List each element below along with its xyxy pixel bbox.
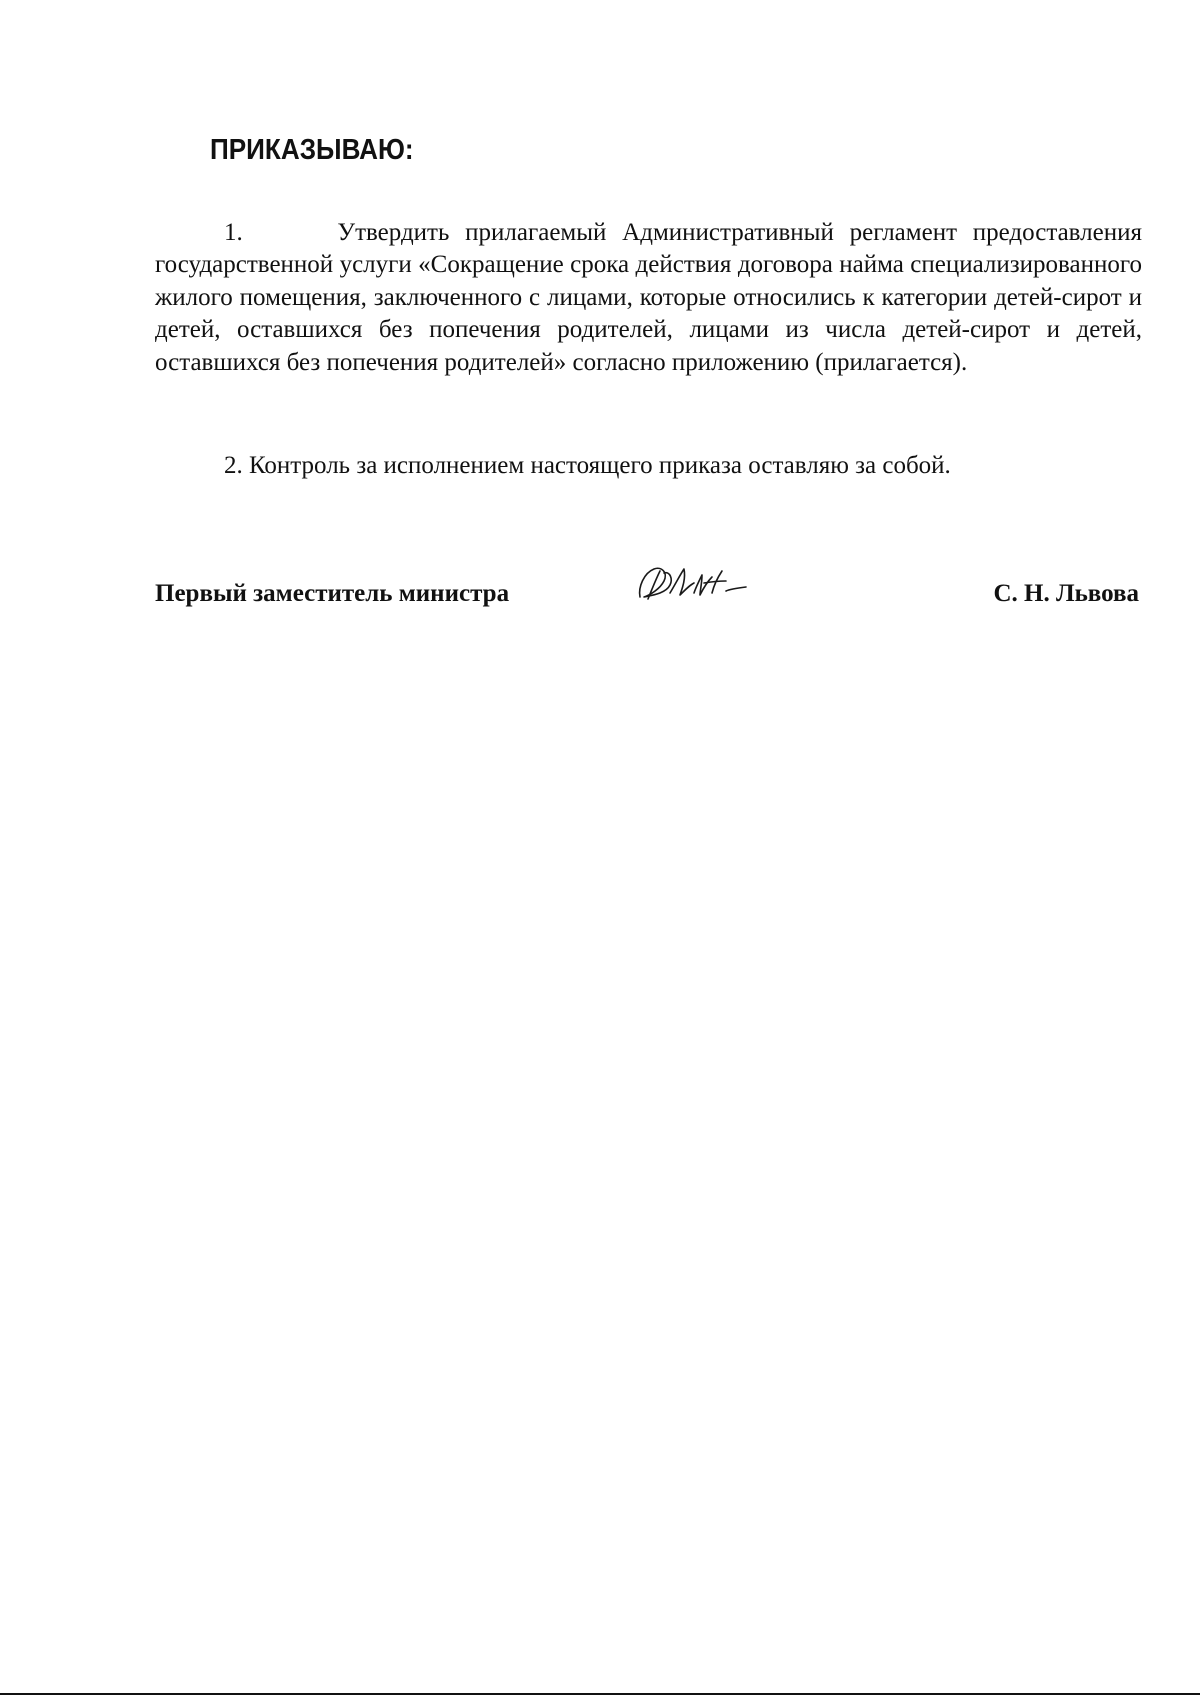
signer-position: Первый заместитель министра — [155, 580, 510, 607]
handwritten-signature — [630, 553, 760, 613]
order-heading: ПРИКАЗЫВАЮ: — [210, 134, 414, 166]
order-item-1: 1. Утвердить прилагаемый Административный регламент предоставления государственной услуги «Сокращение срока действия договора найма специализированного жилого помещения, заключенного с лицами, которые относились к категории детей-сирот и детей, оставшихся без попечения родителей, лицами из числа детей-сирот и детей, оставшихся без попечения родителей» согласно приложению (прилагается). — [155, 219, 1142, 376]
signer-name: С. Н. Львова — [993, 580, 1139, 607]
page-bottom-rule — [0, 1693, 1200, 1695]
order-item-2: 2. Контроль за исполнением настоящего приказа оставляю за собой. — [224, 452, 951, 479]
